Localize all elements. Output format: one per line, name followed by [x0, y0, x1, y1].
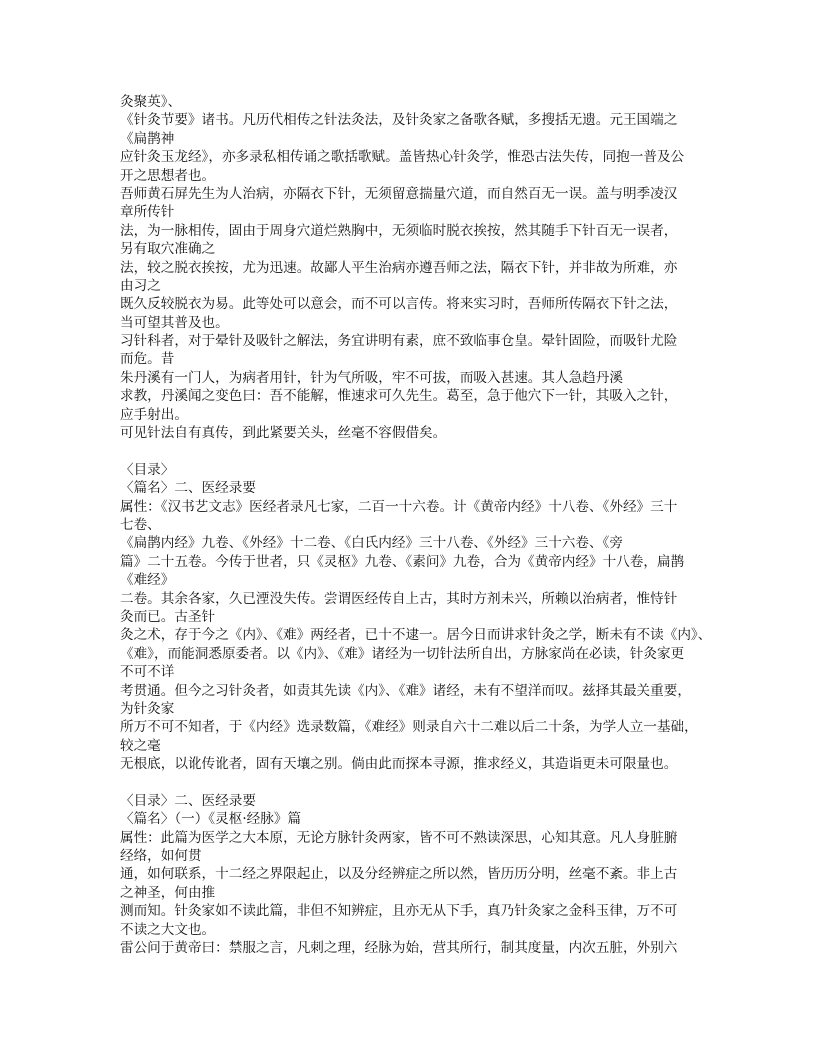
document-section: [120, 792, 720, 958]
text-line: 法，较之脱衣挨按，尤为迅速。故鄙人平生治病亦遵吾师之法，隔衣下针，并非故为所难，亦: [120, 259, 678, 276]
document-section: [120, 461, 720, 774]
text-line: 灸而已。古圣针: [120, 608, 216, 625]
text-line: 开之思想者也。: [120, 167, 216, 184]
text-line: 另有取穴准确之: [120, 241, 216, 258]
document-body: [120, 93, 720, 957]
text-line: 〈目录〉: [120, 461, 175, 478]
text-line: 之神圣，何由推: [120, 884, 216, 901]
text-line: 章所传针: [120, 204, 175, 221]
text-line: 属性：此篇为医学之大本原，无论方脉针灸两家，皆不可不熟读深思，心知其意。凡人身脏腑: [120, 829, 678, 846]
text-line: 〈篇名〉（一）《灵枢·经脉》篇: [120, 811, 302, 828]
text-line: 篇》二十五卷。今传于世者，只《灵枢》九卷、《素问》九卷，合为《黄帝内经》十八卷，扁鹊: [120, 553, 685, 570]
text-line: 《难经》: [120, 572, 175, 589]
text-line: 既久反较脱衣为易。此等处可以意会，而不可以言传。将来实习时，吾师所传隔衣下针之法，: [120, 296, 678, 313]
text-line: 《针灸节要》诸书。凡历代相传之针法灸法，及针灸家之备歌各赋，多搜括无遗。元王国端之: [120, 112, 678, 129]
document-section: [120, 93, 720, 442]
text-line: 朱丹溪有一门人，为病者用针，针为气所吸，牢不可拔，而吸入甚速。其人急趋丹溪: [120, 369, 623, 386]
text-line: 雷公问于黄帝曰：禁服之言，凡刺之理，经脉为始，营其所行，制其度量，内次五脏，外别六: [120, 939, 678, 956]
text-line: 当可望其普及也。: [120, 314, 229, 331]
text-line: 习针科者，对于晕针及吸针之解法，务宜讲明有素，庶不致临事仓皇。晕针固险，而吸针尤险: [120, 333, 678, 350]
text-line: 〈目录〉二、医经录要: [120, 792, 256, 809]
text-line: 《扁鹊内经》九卷、《外经》十二卷、《白氏内经》三十八卷、《外经》三十六卷、《旁: [120, 535, 623, 552]
text-line: 〈篇名〉二、医经录要: [120, 480, 256, 497]
paragraph-spacer: [120, 442, 720, 460]
text-line: 属性：《汉书艺文志》医经者录凡七家，二百一十六卷。计《黄帝内经》十八卷、《外经》三十: [120, 498, 678, 515]
text-line: 考贯通。但今之习针灸者，如责其先读《内》、《难》诸经，未有不望洋而叹。兹择其最关重要，: [120, 682, 691, 699]
text-line: 无根底，以讹传讹者，固有天壤之别。倘由此而探本寻源，推求经义，其造诣更未可限量也。: [120, 756, 678, 773]
text-line: 灸之术，存于今之《内》、《难》两经者，已十不逮一。居今日而讲求针灸之学，断未有不读《内》、: [120, 627, 712, 644]
text-line: 吾师黄石屏先生为人治病，亦隔衣下针，无须留意揣量穴道，而自然百无一误。盖与明季凌汉: [120, 185, 678, 202]
text-line: 法，为一脉相传，固由于周身穴道烂熟胸中，无须临时脱衣挨按，然其随手下针百无一误者，: [120, 222, 678, 239]
text-line: 测而知。针灸家如不读此篇，非但不知辨症，且亦无从下手，真乃针灸家之金科玉律，万不可: [120, 903, 678, 920]
text-line: 《扁鹊神: [120, 130, 175, 147]
text-line: 所万不可不知者，于《内经》选录数篇，《难经》则录自六十二难以后二十条，为学人立一基础，: [120, 719, 698, 736]
text-line: 可见针法自有真传，到此紧要关头，丝毫不容假借矣。: [120, 425, 447, 442]
text-line: 经络，如何贯: [120, 848, 202, 865]
text-line: 而危。昔: [120, 351, 175, 368]
text-line: 七卷、: [120, 516, 161, 533]
text-line: 应针灸玉龙经》，亦多录私相传诵之歌括歌赋。盖皆热心针灸学，惟恐古法失传，同抱一普及公: [120, 149, 685, 166]
text-line: 求教，丹溪闻之变色曰：吾不能解，惟速求可久先生。葛至，急于他穴下一针，其吸入之针，: [120, 388, 678, 405]
text-line: 通，如何联系，十二经之界限起止，以及分经辨症之所以然，皆历历分明，丝毫不紊。非上古: [120, 866, 678, 883]
text-line: 为针灸家: [120, 700, 175, 717]
text-line: 不读之大文也。: [120, 921, 216, 938]
text-line: 较之毫: [120, 737, 161, 754]
text-line: 二卷。其余各家，久已湮没失传。尝谓医经传自上古，其时方剂未兴，所赖以治病者，惟恃针: [120, 590, 678, 607]
text-line: 《难》，而能洞悉原委者。以《内》、《难》诸经为一切针法所自出，方脉家尚在必读，针灸家更: [120, 645, 685, 662]
text-line: 不可不详: [120, 664, 175, 681]
text-line: 由习之: [120, 277, 161, 294]
text-line: 应手射出。: [120, 406, 188, 423]
paragraph-spacer: [120, 773, 720, 791]
text-line: 灸聚英》、: [120, 94, 182, 110]
